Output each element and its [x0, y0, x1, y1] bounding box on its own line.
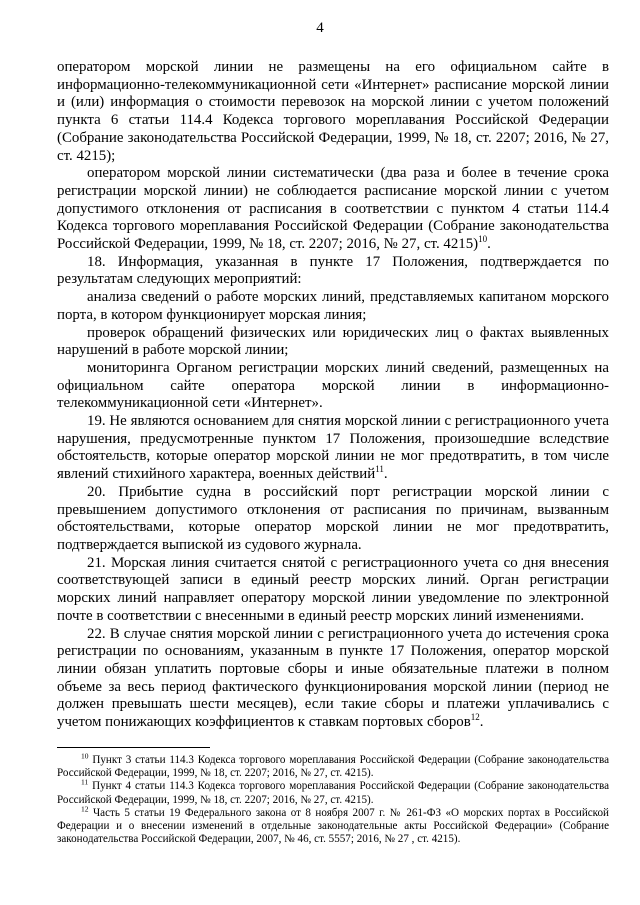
paragraph-text: оператором морской линии не размещены на его официальном сайте в информационно-телекоммуникационной сети «Интернет» расписание морской линии и (или) информация о стоимости перевозок на морской линии с учетом положений пункта 6 статьи 114.4 Кодекса торгового мореплавания Российской Федерации (Собрание законодательства Российской Федерации, 1999, № 18, ст. 2207; 2016, № 27, ст. 4215); — [57, 59, 609, 164]
footnotes — [57, 751, 609, 846]
paragraph — [57, 555, 609, 626]
paragraph-text: 18. Информация, указанная в пункте 17 Положения, подтверждается по результатам следующих мероприятий: — [57, 253, 609, 288]
paragraph-text: проверок обращений физических или юридических лиц о фактах выявленных нарушений в работе морской линии; — [57, 324, 609, 359]
footnote-divider — [57, 747, 210, 748]
paragraph-text: анализа сведений о работе морских линий, представляемых капитаном морского порта, в котором функционирует морская линия; — [57, 289, 609, 323]
paragraph-text: 21. Морская линия считается снятой с регистрационного учета со дня внесения соответствующей записи в единый реестр морских линий. Орган регистрации морских линий направляет оператору морской линии уведомление по электронной почте в соответствии с внесенными в единый реестр морских линий изменениями. — [57, 554, 609, 624]
paragraph — [57, 626, 609, 732]
paragraph — [57, 360, 609, 413]
paragraph — [57, 325, 609, 360]
footnote-text: Пункт 3 статьи 114.3 Кодекса торгового мореплавания Российской Федерации (Собрание законодательства Российской Федерации, 1999, № 18, ст. 2207; 2016, № 27, ст. 4215). — [57, 754, 609, 780]
footnote-number: 11 — [81, 777, 89, 787]
footnote-ref[interactable]: 12 — [470, 712, 480, 723]
paragraph-text: мониторинга Органом регистрации морских линий сведений, размещенных на официальном сайте оператора морской линии в информационно-телекоммуникационной сети «Интернет». — [57, 359, 609, 412]
paragraph — [57, 413, 609, 484]
footnote-text: Часть 5 статьи 19 Федерального закона от 8 ноября 2007 г. № 261-ФЗ «О морских портах в Российской Федерации и о внесении изменений в отдельные законодательные акты Российской Федерации» (Собрание законодательства Российской Федерации, 2007, № 46, ст. 5557; 2016, № 27 , ст. 4215). — [57, 806, 609, 846]
footnote-ref[interactable]: 10 — [478, 234, 488, 245]
paragraph — [57, 254, 609, 289]
footnote-ref[interactable]: 11 — [375, 464, 384, 475]
body-text — [57, 59, 609, 732]
page-number: 4 — [316, 20, 324, 36]
footnote — [57, 777, 609, 806]
paragraph-text: оператором морской линии систематически (два раза и более в течение срока регистрации морской линии) не соблюдается расписание морской линии с учетом допустимого отклонения от расписания в соответствии с пунктом 4 статьи 114.4 Кодекса торгового мореплавания Российской Федерации (Собрание законодательства Российской Федерации, 1999, № 18, ст. 2207; 2016, № 27, ст. 4215) — [57, 165, 609, 253]
footnote — [57, 751, 609, 780]
footnote-number: 10 — [81, 751, 89, 761]
footnote-text: Пункт 4 статьи 114.3 Кодекса торгового мореплавания Российской Федерации (Собрание законодательства Российской Федерации, 1999, № 18, ст. 2207; 2016, № 27, ст. 4215). — [57, 780, 609, 806]
footnote-number: 12 — [81, 804, 89, 814]
paragraph-tail: . — [487, 236, 491, 253]
paragraph — [57, 165, 609, 254]
paragraph-text: 22. В случае снятия морской линии с регистрационного учета до истечения срока регистрации по основаниям, указанным в пункте 17 Положения, оператор морской линии обязан уплатить портовые сборы и иные обязательные платежи в полном объеме за весь период фактического функционирования морской линии (период не должен превышать шести месяцев), если такие сборы и платежи уплачивались с учетом понижающих коэффициентов к ставкам портовых сборов — [57, 625, 609, 731]
paragraph-text: 19. Не являются основанием для снятия морской линии с регистрационного учета нарушения, предусмотренные пунктом 17 Положения, произошедшие вследствие обстоятельств, которые оператор морской линии не мог предотвратить, в том числе явлений стихийного характера, военных действий — [57, 413, 609, 483]
paragraph-text: 20. Прибытие судна в российский порт регистрации морской линии с превышением допустимого отклонения от расписания по причинам, вызванным обстоятельствами, которые оператор морской линии не мог предотвратить, подтверждается выпиской из судового журнала. — [57, 483, 609, 553]
paragraph — [57, 484, 609, 555]
paragraph-tail: . — [479, 714, 484, 731]
paragraph-tail: . — [383, 466, 388, 483]
footnote — [57, 804, 609, 847]
paragraph — [57, 289, 609, 324]
paragraph — [57, 59, 609, 165]
